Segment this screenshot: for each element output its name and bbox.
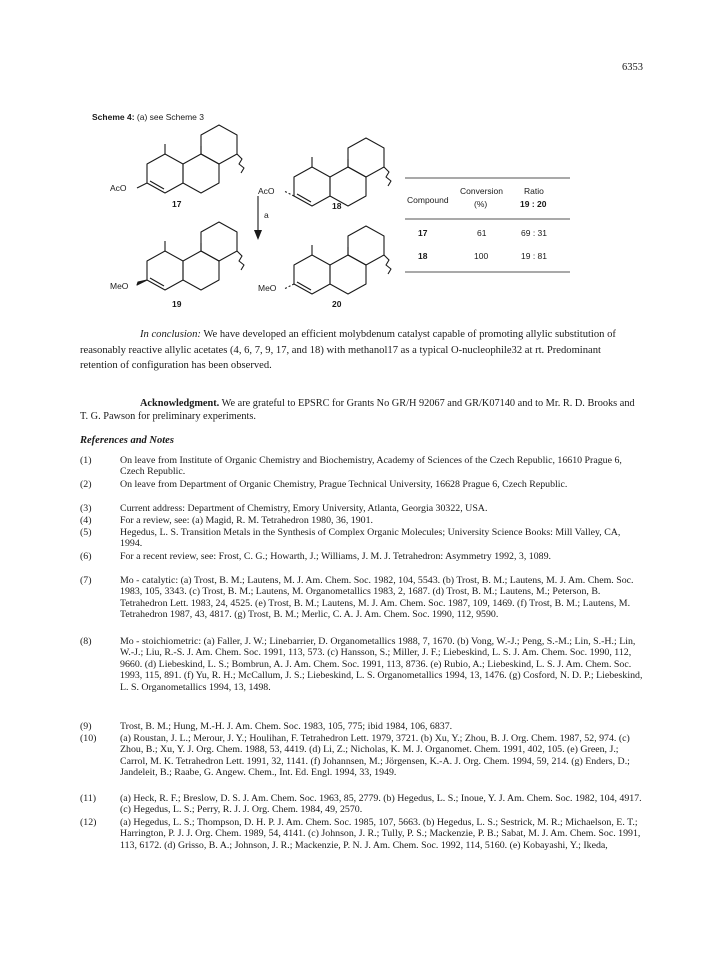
- substituent-meo-19: MeO: [110, 281, 129, 291]
- references-heading: References and Notes: [80, 435, 174, 446]
- reference-number: (5): [80, 527, 92, 538]
- row-conversion: 61: [477, 228, 487, 238]
- substituent-meo-20: MeO: [258, 283, 277, 293]
- reference-item: [80, 527, 645, 550]
- structure-20: [284, 226, 391, 294]
- row-ratio: 69 : 31: [521, 228, 547, 238]
- row-ratio: 19 : 81: [521, 251, 547, 261]
- structure-18: [284, 138, 391, 206]
- reference-number: (4): [80, 515, 92, 526]
- reaction-scheme: [0, 0, 701, 330]
- reference-text: On leave from Institute of Organic Chemistry and Biochemistry, Academy of Sciences of the Czech Republic, 16610 Prague 6, Czech Republic.: [120, 455, 622, 478]
- substituent-aco-17: AcO: [110, 183, 127, 193]
- reference-item: [80, 793, 645, 816]
- reference-number: (6): [80, 551, 92, 562]
- reference-number: (11): [80, 793, 97, 804]
- reference-text: For a review, see: (a) Magid, R. M. Tetrahedron 1980, 36, 1901.: [120, 515, 373, 526]
- conclusion-paragraph: [80, 327, 640, 374]
- reference-text: On leave from Department of Organic Chemistry, Prague Technical University, 16628 Prague 6, Czech Republic.: [120, 479, 568, 490]
- header-ratio: Ratio: [524, 186, 544, 196]
- reference-number: (3): [80, 503, 92, 514]
- substituent-aco-18: AcO: [258, 186, 275, 196]
- reference-text: (a) Heck, R. F.; Breslow, D. S. J. Am. Chem. Soc. 1963, 85, 2779. (b) Hegedus, L. S.; Inoue, Y. J. Am. Chem. Soc. 1982, 104, 4917. (c) Hegedus, L. S.; Perry, R. J. J. Org. Chem. 1984, 49, 2570.: [120, 793, 642, 816]
- label-20: 20: [332, 299, 342, 309]
- reference-number: (2): [80, 479, 92, 490]
- conclusion-text: We have developed an efficient molybdenum catalyst capable of promoting allylic substitution of reasonably reactive allylic acetates (4, 6, 7, 9, 17, and 18) with methanol17 as a typical O-nucleophile32 at rt. Predominant retention of configuration has been observed.: [80, 329, 616, 371]
- reference-item: [80, 636, 645, 693]
- scheme-caption-text: (a) see Scheme 3: [134, 112, 204, 122]
- reference-item: [80, 503, 645, 514]
- reference-text: Mo - stoichiometric: (a) Faller, J. W.; Linebarrier, D. Organometallics 1988, 7, 1670. (b) Vong, W.-J.; Peng, S.-M.; Lin, S.-H.; Lin, W.-J.; Liu, R.-S. J. Am. Chem. Soc. 1991, 113, 573. (c) Hansson, S.; Miller, J. F.; Liebeskind, L. S. J. Am. Chem. Soc. 1990, 112, 9660. (d) Liebeskind, L. S.; Bombrun, A. J. Am. Chem. Soc. 1991, 113, 8736. (e) Rubio, A.; Liebeskind, L. S. J. Am. Chem. Soc. 1993, 115, 891. (f) Yu, R. H.; McCallum, J. S.; Liebeskind, L. S. Organometallics 1994, 13, 1476. (g) Cosford, N. D. P.; Liebeskind, L. S. Organometallics 1994, 13, 1498.: [120, 636, 643, 693]
- header-conversion: Conversion: [460, 186, 503, 196]
- reference-item: [80, 515, 645, 526]
- reference-item: [80, 479, 645, 490]
- conversion-table: [405, 178, 570, 272]
- scheme-caption-label: Scheme 4:: [92, 112, 135, 122]
- reference-number: (10): [80, 733, 97, 744]
- conclusion-lead: In conclusion:: [140, 329, 201, 340]
- label-17: 17: [172, 199, 182, 209]
- reference-item: [80, 551, 645, 562]
- reference-number: (1): [80, 455, 92, 466]
- reference-item: [80, 455, 645, 478]
- reference-number: (9): [80, 721, 92, 732]
- reference-item: [80, 733, 645, 779]
- reference-number: (7): [80, 575, 92, 586]
- header-ratio-sub: 19 : 20: [520, 199, 547, 209]
- reference-item: [80, 721, 645, 732]
- structure-17: [137, 125, 244, 193]
- header-conversion-unit: (%): [474, 199, 488, 209]
- row-conversion: 100: [474, 251, 489, 261]
- acknowledgment-text: We are grateful to EPSRC for Grants No GR/H 92067 and GR/K07140 and to Mr. R. D. Brooks and T. G. Pawson for preliminary experiments.: [80, 398, 635, 422]
- reference-text: (a) Hegedus, L. S.; Thompson, D. H. P. J. Am. Chem. Soc. 1985, 107, 5663. (b) Hegedus, L. S.; Sestrick, M. R.; Michaelson, E. T.; Harrington, P. J. J. Org. Chem. 1989, 54, 4141. (c) Johnson, J. R.; Tully, P. S.; Mackenzie, P. B.; Sabat, M. J. Am. Chem. Soc. 1991, 113, 6172. (d) Grisso, B. A.; Johnson, J. R.; Mackenzie, P. N. J. Am. Chem. Soc. 1992, 114, 5160. (e) Kobayashi, Y.; Ikeda,: [120, 817, 641, 851]
- label-19: 19: [172, 299, 182, 309]
- reference-item: [80, 575, 645, 621]
- structure-19: [147, 222, 244, 290]
- row-compound: 17: [418, 228, 428, 238]
- reference-number: (8): [80, 636, 92, 647]
- acknowledgment-lead: Acknowledgment.: [140, 398, 220, 409]
- reference-text: Trost, B. M.; Hung, M.-H. J. Am. Chem. Soc. 1983, 105, 775; ibid 1984, 106, 6837.: [120, 721, 453, 732]
- header-compound: Compound: [407, 195, 449, 205]
- reference-number: (12): [80, 817, 97, 828]
- row-compound: 18: [418, 251, 428, 261]
- page-number: 6353: [622, 62, 643, 73]
- reference-text: Hegedus, L. S. Transition Metals in the Synthesis of Complex Organic Molecules; University Science Books: Mill Valley, CA, 1994.: [120, 527, 621, 550]
- reference-text: Mo - catalytic: (a) Trost, B. M.; Lautens, M. J. Am. Chem. Soc. 1982, 104, 5543. (b) Trost, B. M.; Lautens, M. J. Am. Chem. Soc. 1983, 105, 3343. (c) Trost, B. M.; Lautens, M. Organometallics 1983, 2, 1687. (d) Trost, B. M.; Lautens, M.; Peterson, B. Tetrahedron Lett. 1983, 24, 4525. (e) Trost, B. M.; Lautens, M. J. Am. Chem. Soc. 1987, 109, 1469. (f) Trost, B. M.; Lautens, M. Tetrahedron 1987, 43, 4817. (g) Trost, B. M.; Merlic, C. A. J. Am. Chem. Soc. 1990, 112, 9590.: [120, 575, 634, 621]
- reference-text: (a) Roustan, J. L.; Merour, J. Y.; Houlihan, F. Tetrahedron Lett. 1979, 3721. (b) Xu, Y.; Zhou, B. J. Org. Chem. 1987, 52, 974. (c) Zhou, B.; Xu, Y. J. Org. Chem. 1988, 53, 4419. (d) Li, Z.; Nicholas, K. M. J. Organomet. Chem. 1991, 402, 105. (e) Green, J.; Carrol, M. K. Tetrahedron Lett. 1991, 32, 1141. (f) Johannsen, M.; Jörgensen, K.-A. J. Org. Chem. 1994, 59, 214. (g) Enders, D.; Jandeleit, B.; Raabe, G. Angew. Chem., Int. Ed. Engl. 1994, 33, 1949.: [120, 733, 630, 779]
- reference-text: For a recent review, see: Frost, C. G.; Howarth, J.; Williams, J. M. J. Tetrahedron: Asymmetry 1992, 3, 1089.: [120, 551, 551, 562]
- arrow-label: a: [264, 210, 269, 220]
- reference-item: [80, 817, 645, 851]
- label-18: 18: [332, 201, 342, 211]
- acknowledgment-paragraph: [80, 397, 640, 423]
- reference-text: Current address: Department of Chemistry, Emory University, Atlanta, Georgia 30322, USA.: [120, 503, 488, 514]
